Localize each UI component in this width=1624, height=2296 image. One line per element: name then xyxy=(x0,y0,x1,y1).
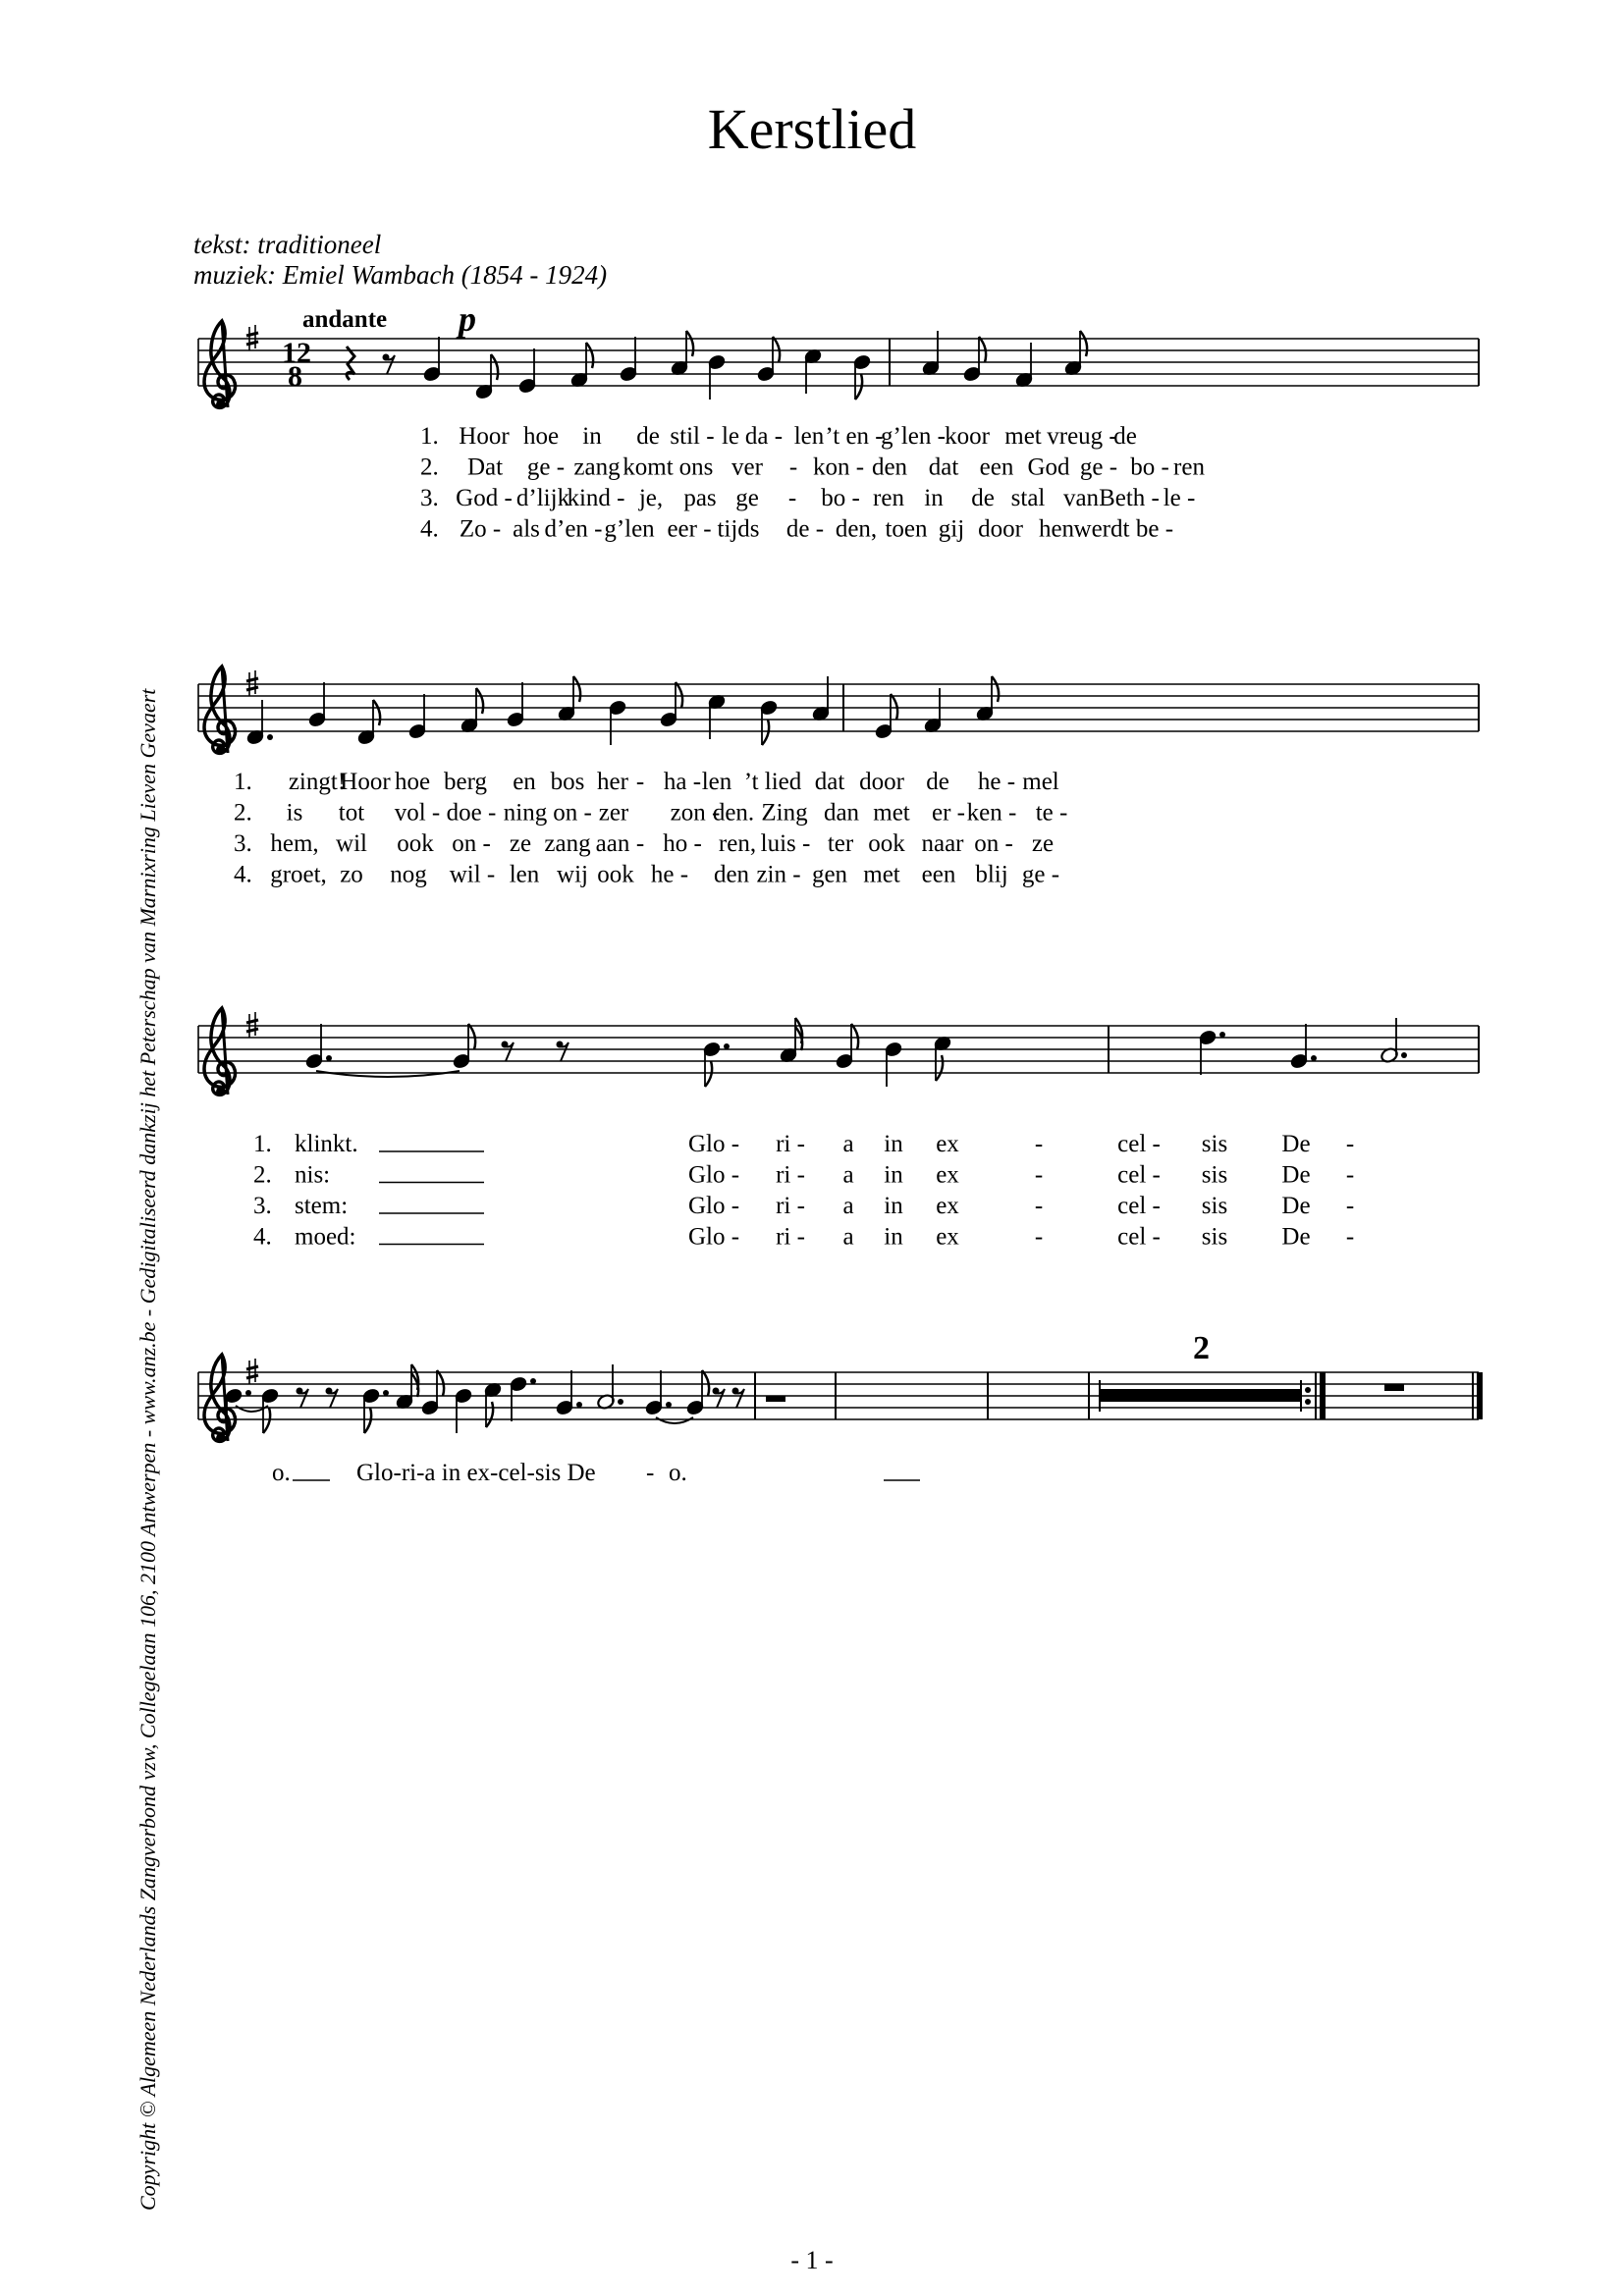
lyric-syllable: bo - xyxy=(1130,454,1169,481)
note xyxy=(933,1035,952,1081)
note xyxy=(1063,331,1087,377)
key-sharp xyxy=(246,1359,258,1384)
lyric-syllable: vreug - xyxy=(1047,423,1117,450)
eighth-rest xyxy=(713,1388,726,1409)
note xyxy=(557,676,580,722)
lyric-syllable: Glo - xyxy=(687,1193,740,1219)
lyric-syllable: he - xyxy=(650,861,689,888)
lyric-syllable: a xyxy=(842,1223,854,1251)
flag xyxy=(936,1055,943,1081)
lyric-syllable: nog xyxy=(390,861,427,888)
lyric-syllable: den, xyxy=(835,515,878,543)
dot xyxy=(1219,1032,1225,1038)
lyric-syllable: God - xyxy=(456,485,513,511)
lyric-syllable: sis xyxy=(1201,1161,1228,1189)
lyric-syllable: a xyxy=(842,1193,854,1219)
lyric-syllable: en xyxy=(513,769,536,795)
flag xyxy=(686,331,693,356)
lyric-syllable: God xyxy=(1027,454,1070,481)
lyric-syllable: ken - xyxy=(966,799,1017,827)
eighth-rest xyxy=(557,1041,569,1062)
flag xyxy=(851,1024,858,1049)
quarter-rest xyxy=(347,347,354,380)
lyric-syllable: wil - xyxy=(449,861,496,888)
note xyxy=(506,682,525,728)
lyric-syllable: Glo - xyxy=(687,1223,740,1251)
lyric-syllable: ook xyxy=(397,830,434,857)
lyric-syllable: on - xyxy=(452,830,491,857)
lyric-syllable: 2. xyxy=(234,799,252,827)
page-title: Kerstlied xyxy=(707,97,917,161)
lyric-syllable: dat xyxy=(814,769,845,795)
key-sharp xyxy=(246,1012,258,1038)
flag xyxy=(1080,331,1087,356)
note xyxy=(356,700,380,746)
lyric-syllable: ren xyxy=(1173,454,1205,481)
key-sharp xyxy=(246,325,258,350)
lyric-syllable: De xyxy=(1281,1131,1311,1157)
note xyxy=(707,693,727,739)
dot xyxy=(383,1390,389,1396)
note xyxy=(779,1018,802,1064)
lyric-syllable: 1. xyxy=(253,1131,272,1157)
lyric-syllable: Glo - xyxy=(687,1131,740,1157)
eighth-rest xyxy=(383,354,396,375)
note xyxy=(1380,1018,1407,1064)
lyric-syllable: a xyxy=(842,1131,854,1157)
lyric-syllable: Beth - xyxy=(1099,485,1160,511)
note xyxy=(975,676,999,722)
lyric-syllable: er - xyxy=(932,799,965,827)
lyric-syllable: Hoor xyxy=(459,423,510,450)
note xyxy=(474,354,498,400)
dot xyxy=(326,1055,332,1061)
note xyxy=(569,343,593,389)
lyric-syllable: luis - xyxy=(760,830,811,857)
lyric-syllable: den. xyxy=(712,799,755,827)
lyric-syllable: bo - xyxy=(821,485,860,511)
lyric-syllable: - xyxy=(1034,1193,1044,1219)
lyric-syllable: 2. xyxy=(420,454,439,481)
note xyxy=(483,1381,503,1427)
lyric-syllable: ho - xyxy=(663,830,702,857)
lyric-syllable: moed: xyxy=(295,1223,356,1251)
note xyxy=(517,348,537,395)
whole-rest xyxy=(1384,1384,1404,1391)
lyric-syllable: - xyxy=(788,454,798,481)
note xyxy=(304,1024,332,1070)
note xyxy=(307,682,327,728)
lyric-syllable: Dat xyxy=(466,454,504,481)
eighth-rest xyxy=(297,1388,309,1409)
lyric-syllable: d’en - xyxy=(544,515,603,543)
lyric-syllable: sis xyxy=(1201,1223,1228,1251)
repeat-dot xyxy=(1305,1399,1311,1405)
lyric-syllable: ex xyxy=(936,1131,959,1157)
tie xyxy=(656,1417,693,1423)
note xyxy=(659,682,682,728)
flag xyxy=(979,337,986,362)
dot xyxy=(576,1402,582,1408)
note xyxy=(260,1387,280,1433)
note xyxy=(884,1041,903,1087)
note xyxy=(407,694,427,740)
lyric-syllable: hoe xyxy=(394,769,431,795)
lyric-syllable: le xyxy=(721,423,740,450)
tie xyxy=(316,1071,460,1077)
lyric-syllable: tot xyxy=(338,799,365,827)
lyric-syllable: 1. xyxy=(234,769,252,795)
note xyxy=(460,688,483,734)
lyric-syllable: 3. xyxy=(420,485,439,511)
flag xyxy=(491,354,498,380)
lyric-syllable: ha - xyxy=(663,769,702,795)
lyric-syllable: hem, xyxy=(270,830,319,857)
lyric-syllable: zon - xyxy=(670,799,721,827)
lyric-syllable: ri - xyxy=(776,1131,805,1157)
lyric-syllable: gij xyxy=(938,515,965,543)
lyric-syllable: den xyxy=(713,861,750,888)
flag xyxy=(573,676,580,702)
lyric-syllable: de xyxy=(926,769,949,795)
lyric-syllable: werdt xyxy=(1073,515,1130,543)
lyric-syllable: ri - xyxy=(776,1161,805,1189)
tempo-marking: andante xyxy=(302,306,388,333)
dynamic-marking: p xyxy=(459,299,476,339)
half-rest xyxy=(766,1396,785,1402)
lyric-syllable: eer - xyxy=(667,515,712,543)
lyric-syllable: 1. xyxy=(420,423,439,450)
note xyxy=(619,337,638,383)
flag xyxy=(437,1370,444,1396)
lyric-syllable: g’len - xyxy=(881,423,946,450)
note xyxy=(361,1387,389,1433)
lyric-syllable: ex xyxy=(936,1223,959,1251)
lyric-syllable: in xyxy=(924,485,944,511)
lyric-syllable: blij xyxy=(975,861,1008,888)
flag xyxy=(773,337,780,362)
dot xyxy=(245,1390,251,1396)
lyric-syllable: zin - xyxy=(756,861,801,888)
time-sig-top: 12 xyxy=(282,337,311,369)
note xyxy=(685,1370,709,1416)
lyric-syllable: in xyxy=(884,1131,903,1157)
staff xyxy=(198,1008,1479,1096)
lyric-syllable: ver xyxy=(731,454,763,481)
note xyxy=(874,694,897,740)
lyric-syllable: - xyxy=(1034,1161,1044,1189)
lyric-syllable: met xyxy=(873,799,910,827)
lyric-syllable: een xyxy=(921,861,956,888)
flag xyxy=(263,1408,270,1433)
lyric-syllable: stem: xyxy=(295,1193,349,1219)
lyric-syllable: ren xyxy=(873,485,904,511)
lyric-syllable: sis xyxy=(1201,1193,1228,1219)
lyric-syllable: o. xyxy=(669,1460,687,1486)
note xyxy=(1198,1029,1225,1075)
lyric-syllable: hen xyxy=(1038,515,1075,543)
composer-credit: muziek: Emiel Wambach (1854 - 1924) xyxy=(193,260,608,290)
lyric-syllable: ’t en - xyxy=(825,423,884,450)
dot xyxy=(666,1402,672,1408)
lyric-syllable: - xyxy=(635,830,645,857)
lyric-syllable: le - xyxy=(1163,485,1196,511)
lyric-syllable: is xyxy=(286,799,303,827)
lyric-syllable: pas xyxy=(683,485,717,511)
dot xyxy=(530,1378,536,1384)
lyric-syllable: wil xyxy=(336,830,367,857)
lyric-syllable: - xyxy=(787,485,797,511)
lyric-syllable: in xyxy=(884,1161,903,1189)
note xyxy=(608,699,627,745)
lyric-syllable: len xyxy=(509,861,540,888)
lyric-syllable: ri - xyxy=(776,1223,805,1251)
flag xyxy=(705,1061,712,1087)
key-sharp xyxy=(246,670,258,696)
lyric-syllable: ons xyxy=(678,454,714,481)
lyric-syllable: - xyxy=(635,769,645,795)
flag xyxy=(486,1402,493,1427)
lyric-syllable: door xyxy=(859,769,904,795)
lyric-syllable: ’t lied xyxy=(743,769,802,795)
lyric-syllable: sis xyxy=(1201,1131,1228,1157)
lyric-syllable: ge - xyxy=(526,454,566,481)
lyric-syllable: kon - xyxy=(812,454,865,481)
note xyxy=(452,1024,475,1070)
lyric-syllable: te - xyxy=(1035,799,1068,827)
lyric-syllable: 3. xyxy=(234,830,252,857)
treble-clef xyxy=(204,667,236,755)
flag xyxy=(364,1408,371,1433)
lyric-syllable: cel - xyxy=(1117,1161,1161,1189)
lyric-syllable: toen xyxy=(885,515,928,543)
lyric-syllable: in xyxy=(582,423,602,450)
lyric-syllable: dat xyxy=(928,454,959,481)
lyric-syllable: Glo-ri-a in ex-cel-sis De xyxy=(356,1460,596,1486)
lyricist-credit: tekst: traditioneel xyxy=(193,230,382,259)
lyric-syllable: her xyxy=(597,769,628,795)
lyric-syllable: de xyxy=(971,485,995,511)
lyric-syllable: ge xyxy=(735,485,759,511)
note xyxy=(245,700,273,746)
lyric-syllable: De xyxy=(1281,1193,1311,1219)
note xyxy=(923,688,943,734)
lyric-syllable: stal xyxy=(1010,485,1046,511)
lyric-syllable: bos xyxy=(550,769,585,795)
lyric-syllable: zingt! xyxy=(288,769,347,795)
lyric-syllable: a xyxy=(842,1161,854,1189)
lyric-syllable: een xyxy=(979,454,1014,481)
note xyxy=(921,331,941,377)
flag xyxy=(992,676,999,702)
lyric-syllable: zang xyxy=(544,830,591,857)
lyric-syllable: on - xyxy=(974,830,1013,857)
lyric-syllable: berg xyxy=(444,769,487,795)
lyric-syllable: mel xyxy=(1022,769,1059,795)
lyric-syllable: hoe xyxy=(522,423,560,450)
lyric-syllable: g’len xyxy=(604,515,655,543)
lyric-syllable: in xyxy=(884,1223,903,1251)
multirest-count: 2 xyxy=(1193,1330,1210,1366)
note xyxy=(803,347,823,394)
note xyxy=(1014,343,1034,389)
lyric-syllable: ri - xyxy=(776,1193,805,1219)
dot xyxy=(1311,1055,1317,1061)
note xyxy=(644,1370,672,1416)
note xyxy=(670,331,693,377)
lyric-syllable: stil - xyxy=(670,423,715,450)
lyric-syllable: on - xyxy=(553,799,592,827)
lyric-syllable: met xyxy=(863,861,900,888)
flag xyxy=(855,374,862,400)
time-sig-bottom: 8 xyxy=(288,360,302,393)
flag xyxy=(762,720,769,745)
note xyxy=(702,1041,730,1087)
lyric-syllable: van xyxy=(1062,485,1100,511)
lyric-syllable: - xyxy=(1034,1131,1044,1157)
lyric-syllable: de - xyxy=(785,515,825,543)
note xyxy=(395,1364,418,1411)
eighth-rest xyxy=(502,1041,514,1062)
lyric-syllable: ook xyxy=(868,830,905,857)
note xyxy=(835,1024,858,1070)
eighth-rest xyxy=(732,1388,745,1409)
lyric-syllable: groet, xyxy=(270,861,327,888)
lyric-syllable: ren, xyxy=(718,830,757,857)
lyric-syllable: den xyxy=(871,454,908,481)
treble-clef xyxy=(204,321,236,409)
lyric-syllable: koor xyxy=(945,423,990,450)
lyric-syllable: - xyxy=(646,1460,655,1486)
dot xyxy=(267,734,273,740)
note xyxy=(1289,1024,1317,1070)
dot xyxy=(618,1399,623,1405)
dot xyxy=(724,1043,730,1049)
note xyxy=(962,337,986,383)
lyric-syllable: ge - xyxy=(1021,861,1060,888)
lyric-syllable: aan xyxy=(595,830,630,857)
lyric-syllable: zo xyxy=(340,861,363,888)
flag xyxy=(476,688,483,714)
lyric-syllable: ning xyxy=(503,799,548,827)
lyric-syllable: je, xyxy=(638,485,664,511)
note xyxy=(420,1370,444,1416)
note xyxy=(422,337,442,383)
note xyxy=(555,1370,582,1416)
note xyxy=(454,1387,473,1433)
lyric-syllable: - xyxy=(1345,1161,1355,1189)
lyric-syllable: ex xyxy=(936,1193,959,1219)
lyric-syllable: be - xyxy=(1135,515,1174,543)
lyric-syllable: - xyxy=(1034,1223,1044,1251)
lyric-syllable: nis: xyxy=(295,1161,331,1189)
lyric-syllable: de xyxy=(1113,423,1137,450)
lyric-syllable: 2. xyxy=(253,1161,272,1189)
lyric-syllable: ex xyxy=(936,1161,959,1189)
lyric-syllable: als xyxy=(513,515,540,543)
lyric-syllable: 4. xyxy=(234,861,252,888)
lyric-syllable: cel - xyxy=(1117,1193,1161,1219)
note xyxy=(509,1375,536,1421)
lyric-syllable: da - xyxy=(744,423,784,450)
lyric-syllable: 3. xyxy=(253,1193,272,1219)
lyric-syllable: kind - xyxy=(567,485,625,511)
lyric-syllable: ze xyxy=(1031,830,1055,857)
lyric-syllable: len xyxy=(701,769,732,795)
lyric-syllable: Zo - xyxy=(459,515,502,543)
lyric-syllable: met xyxy=(1004,423,1042,450)
lyric-syllable: De xyxy=(1281,1223,1311,1251)
lyric-syllable: in xyxy=(884,1193,903,1219)
lyric-syllable: doe - xyxy=(446,799,497,827)
note xyxy=(756,337,780,383)
lyric-syllable: he - xyxy=(977,769,1016,795)
lyric-syllable: ter xyxy=(827,830,854,857)
lyric-syllable: tijds xyxy=(717,515,760,543)
note xyxy=(707,353,727,400)
repeat-dot xyxy=(1305,1387,1311,1393)
lyric-syllable: door xyxy=(978,515,1023,543)
lyric-syllable: zer xyxy=(598,799,629,827)
lyric-syllable: komt xyxy=(623,454,674,481)
treble-clef xyxy=(204,1008,236,1096)
lyric-syllable: d’lijk xyxy=(515,485,570,511)
lyric-syllable: cel - xyxy=(1117,1223,1161,1251)
flag xyxy=(702,1370,709,1396)
lyric-syllable: - xyxy=(1345,1193,1355,1219)
lyric-syllable: De xyxy=(1281,1161,1311,1189)
lyric-syllable: dan xyxy=(823,799,860,827)
lyric-syllable: vol - xyxy=(394,799,441,827)
lyric-syllable: ook xyxy=(597,861,634,888)
lyric-syllable: ze xyxy=(509,830,532,857)
note xyxy=(811,676,831,722)
flag xyxy=(891,694,897,720)
lyric-syllable: o. xyxy=(272,1460,291,1486)
staff xyxy=(198,667,1479,755)
eighth-rest xyxy=(326,1388,339,1409)
note xyxy=(852,353,872,400)
lyric-syllable: zang xyxy=(573,454,621,481)
note xyxy=(759,699,779,745)
multirest-bar xyxy=(1100,1389,1301,1402)
flag xyxy=(586,343,593,368)
lyric-syllable: 4. xyxy=(420,515,439,543)
page-number: - 1 - xyxy=(790,2246,834,2274)
lyric-syllable: de xyxy=(636,423,660,450)
lyric-syllable: - xyxy=(1345,1131,1355,1157)
lyric-syllable: naar xyxy=(921,830,964,857)
dot xyxy=(1401,1052,1407,1058)
lyric-syllable: Hoor xyxy=(340,769,391,795)
flag xyxy=(468,1024,475,1049)
lyric-syllable: gen xyxy=(811,861,848,888)
lyric-syllable: klinkt. xyxy=(295,1131,358,1157)
note xyxy=(596,1364,623,1411)
lyric-syllable: cel - xyxy=(1117,1131,1161,1157)
lyric-syllable: len xyxy=(793,423,825,450)
lyric-syllable: - xyxy=(1345,1223,1355,1251)
lyric-syllable: Zing xyxy=(761,799,808,827)
lyric-syllable: 4. xyxy=(253,1223,272,1251)
lyric-syllable: wij xyxy=(557,861,588,888)
copyright-note: Copyright © Algemeen Nederlands Zangverbond vzw, Collegelaan 106, 2100 Antwerpen - www.anz.be - Gedigitaliseerd dankzij het Peterschap van Marnixring Lieven Gevaert xyxy=(135,688,160,2211)
flag xyxy=(676,682,682,708)
lyric-syllable: Glo - xyxy=(687,1161,740,1189)
lyric-syllable: ge - xyxy=(1079,454,1118,481)
flag xyxy=(373,700,380,725)
